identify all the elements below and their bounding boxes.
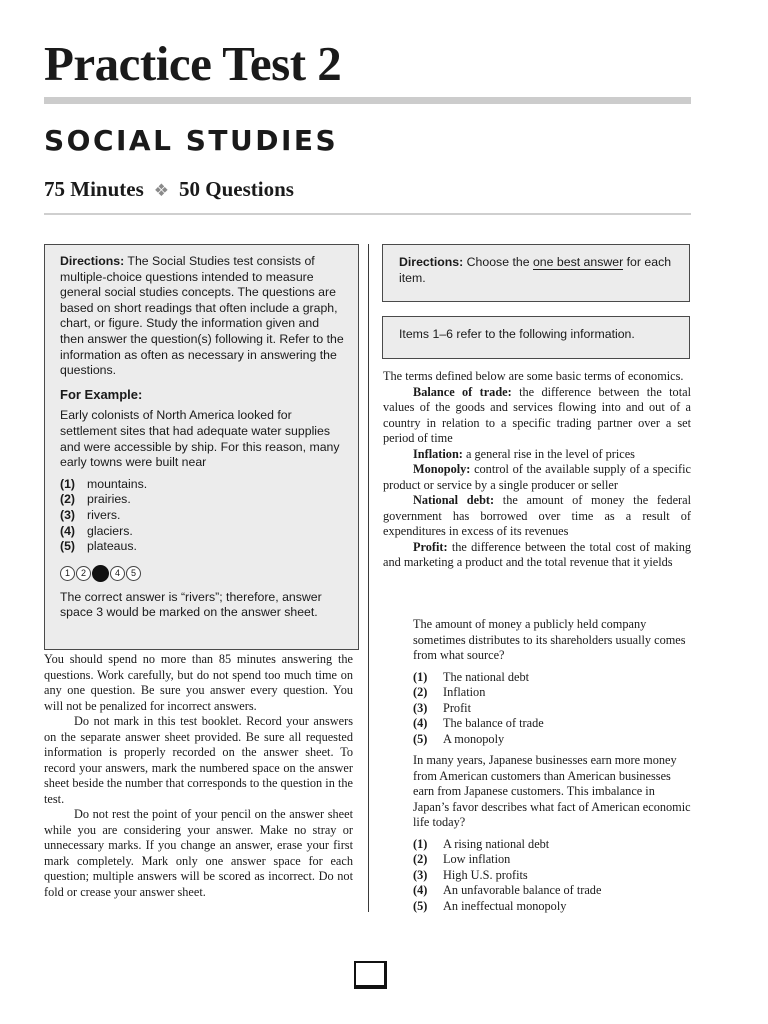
term-definition [383,493,691,540]
term-name: Inflation: [413,446,463,461]
example-option [60,492,344,508]
page-number-box [354,961,387,989]
question-1 [413,617,691,747]
instructions-paragraph-1: You should spend no more than 85 minutes answering the questions. Work carefully, but do not spend too much time on any one question. Be sure you answer every question. You will not be penalized for incorrect answers. [44,652,353,713]
term-text: the amount of money the federal government has borrowed over time as a result of expenditures in excess of its revenues [383,493,691,538]
term-text: a general rise in the level of prices [462,446,635,461]
answer-bubble-4: 4 [110,566,125,581]
answer-option[interactable] [413,701,691,717]
example-option [60,524,344,540]
term-name: Monopoly: [413,462,471,476]
economics-terms [383,369,691,571]
option-number: (4) [413,883,428,897]
answer-option[interactable] [413,868,691,884]
example-option [60,508,344,524]
answer-bubble-2: 2 [76,566,91,581]
answer-bubbles [60,565,344,582]
example-question: Early colonists of North America looked for settlement sites that had adequate water supplies and were accessible by ship. For this reason, many early towns were built near [60,408,340,470]
one-best-answer-underlined: one best answer [532,255,624,269]
option-number: (1) [60,476,76,491]
option-text: The national debt [443,669,530,684]
term-text: the difference between the total values of the goods and services flowing into and out of a country in relation to a specific trading partner over a set period of time [383,384,691,445]
answer-bubble-3-filled [92,565,109,582]
example-option [60,477,344,493]
items-reference-box [382,316,690,359]
option-text: plateaus. [87,539,137,554]
directions-text-after: for each item. [399,255,672,285]
answer-option[interactable] [413,685,691,701]
minutes-label: 75 Minutes [44,177,144,201]
column-divider [368,244,369,912]
option-text: Low inflation [443,852,511,866]
title-rule [44,97,691,104]
option-number: (4) [413,716,428,730]
option-text: Profit [443,700,472,715]
term-name: National debt: [413,493,495,507]
term-definition [383,462,691,493]
option-number: (5) [60,539,76,554]
answer-bubble-1: 1 [60,566,75,581]
directions-paragraph [60,254,344,379]
term-text: the difference between the total cost of making and marketing a product and the total revenue that it yields [383,539,691,569]
option-text: An unfavorable balance of trade [443,883,602,897]
option-text: mountains. [87,476,148,491]
directions-label: Directions: [60,254,125,268]
option-number: (1) [413,836,428,851]
option-text: Inflation [443,685,486,699]
option-text: glaciers. [87,523,133,538]
option-number: (2) [413,852,428,866]
instructions-paragraph-3: Do not rest the point of your pencil on the answer sheet while you are considering your answer. Make no stray or unnecessary marks. If you change an answer, erase your first mark completely. Mark only one answer space for each question; multiple answers will be scored as incorrect. Do not fold or crease your answer sheet. [44,807,353,899]
question-2 [413,753,691,914]
option-text: High U.S. profits [443,867,528,882]
answer-option[interactable] [413,670,691,686]
term-definition [383,447,691,463]
answer-bubble-5: 5 [126,566,141,581]
term-text: control of the available supply of a specific product or service by a single producer or seller [383,462,691,492]
term-name: Profit: [413,539,448,554]
directions-text-before: Choose the [463,255,533,269]
test-subtitle [44,174,294,206]
option-text: rivers. [87,507,121,522]
option-number: (3) [413,700,428,715]
option-text: A rising national debt [443,836,550,851]
option-number: (3) [413,867,428,882]
answer-option[interactable] [413,837,691,853]
option-number: (2) [60,492,76,507]
section-title: SOCIAL STUDIES [44,124,339,157]
option-text: A monopoly [443,731,505,746]
directions-box [44,244,359,650]
example-option [60,539,344,555]
answer-option[interactable] [413,883,691,899]
answer-option[interactable] [413,716,691,732]
option-number: (5) [413,731,428,746]
term-definition [383,385,691,447]
example-heading: For Example: [60,386,143,402]
questions-label: 50 Questions [179,177,294,201]
example-options [60,477,344,555]
option-number: (2) [413,685,428,699]
instructions-paragraph-2: Do not mark in this test booklet. Record your answers on the separate answer sheet provided. Be sure all requested information is properly recorded on the answer sheet. To record your answers, mark the numbered space on the answer sheet beside the number that corresponds to the question in the test. [44,714,353,806]
question-stem: In many years, Japanese businesses earn more money from American customers than American businesses earn from Japanese customers. This imbalance in Japan’s favor describes what fact of American economic life today? [413,753,691,829]
terms-intro: The terms defined below are some basic terms of economics. [383,369,684,383]
question-stem: The amount of money a publicly held company sometimes distributes to its shareholders usually comes from what source? [413,617,686,662]
option-number: (1) [413,669,428,684]
items-reference-text: Items 1–6 refer to the following information. [399,327,635,341]
instructions-body [44,652,353,900]
answer-option[interactable] [413,899,691,915]
option-text: prairies. [87,492,131,507]
term-name: Balance of trade: [413,384,512,399]
answer-option[interactable] [413,852,691,868]
term-definition [383,540,691,571]
subtitle-rule [44,213,691,215]
option-text: The balance of trade [443,716,544,730]
directions-label: Directions: [399,255,464,269]
answer-note: The correct answer is “rivers”; therefore, answer space 3 would be marked on the answer sheet. [60,589,322,620]
answer-option[interactable] [413,732,691,748]
option-number: (5) [413,898,428,913]
page-title: Practice Test 2 [44,36,342,91]
choose-directions-box [382,244,690,302]
diamond-separator-icon: ❖ [153,181,169,200]
option-number: (3) [60,507,76,522]
option-text: An ineffectual monopoly [443,898,567,913]
option-number: (4) [60,523,76,538]
directions-text: The Social Studies test consists of multiple-choice questions intended to measure general social studies concepts. The questions are based on short readings that often include a graph, chart, or figure. Study the information given and then answer the question(s) following it. Refer to the information as often as necessary in answering the questions. [60,254,344,378]
